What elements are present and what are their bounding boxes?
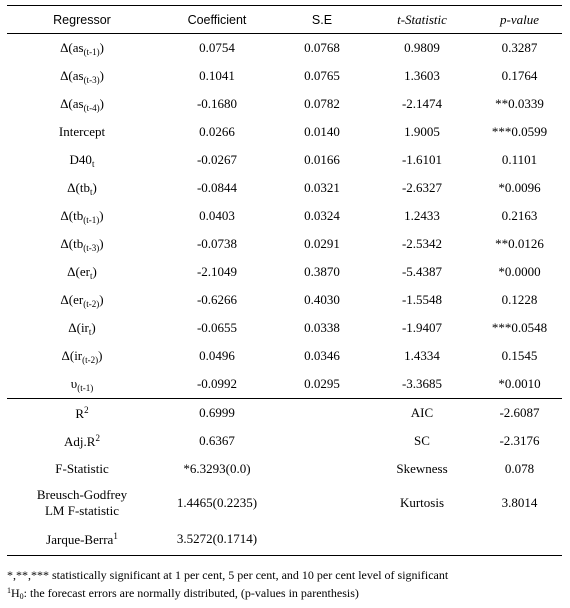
se-cell: 0.0324 — [304, 208, 340, 223]
p-value-cell: *0.0096 — [498, 180, 541, 195]
p-value-cell: 0.3287 — [501, 40, 538, 55]
stat-value-breusch-godfrey: 1.4465(0.2235) — [176, 495, 258, 510]
regressor-cell: $\Delta(ir_{(t-2)})$ — [61, 347, 103, 365]
empty-cell — [277, 455, 367, 483]
table-row — [7, 483, 562, 523]
t-statistic-cell: -1.9407 — [401, 320, 443, 335]
coefficient-cell: 0.0403 — [199, 208, 235, 223]
stat-value-aic: -2.6087 — [477, 399, 562, 428]
se-cell: 0.0768 — [304, 40, 340, 55]
coefficient-cell: -0.0844 — [196, 180, 238, 195]
stat-label-r2: $R^2$ — [7, 399, 157, 428]
table-row — [7, 314, 562, 342]
regressor-cell: $\Delta(as_{(t-3)})$ — [60, 67, 104, 85]
coefficient-cell: -0.0267 — [196, 152, 238, 167]
p-value-cell: **0.0126 — [495, 236, 544, 251]
coefficient-cell: -0.0655 — [196, 320, 238, 335]
se-cell: 0.0140 — [304, 124, 340, 139]
t-statistic-cell: 1.2433 — [404, 208, 440, 223]
coefficient-cell: -2.1049 — [196, 264, 238, 279]
table-row — [7, 286, 562, 314]
table-row — [7, 202, 562, 230]
table-row — [7, 342, 562, 370]
table-notes — [7, 567, 448, 605]
se-cell: 0.3870 — [304, 264, 340, 279]
p-value-cell: 0.1101 — [501, 152, 538, 167]
se-cell: 0.0782 — [304, 96, 340, 111]
p-value-cell: 0.1764 — [501, 68, 538, 83]
header-p-value: p-value — [477, 6, 562, 34]
table-row — [7, 399, 562, 428]
t-statistic-cell: -1.6101 — [401, 152, 443, 167]
regressor-cell: $\Delta(as_{(t-1)})$ — [60, 39, 104, 57]
regressor-cell: $\Delta(er_{(t-2)})$ — [60, 291, 104, 309]
regressor-cell: Intercept — [58, 123, 106, 139]
empty-cell — [277, 483, 367, 523]
table-row — [7, 258, 562, 286]
stat-label-breusch-godfrey: Breusch-Godfrey LM F-statistic — [36, 487, 128, 518]
regressor-cell: $D40_t$ — [69, 151, 95, 169]
stat-label-sc: SC — [414, 433, 430, 448]
regressor-cell: $\Delta(er_t)$ — [67, 263, 97, 281]
stat-label-kurtosis: Kurtosis — [399, 495, 445, 510]
se-cell: 0.0295 — [304, 376, 340, 391]
empty-cell — [277, 399, 367, 428]
empty-cell — [477, 523, 562, 556]
t-statistic-cell: 1.9005 — [404, 124, 440, 139]
p-value-cell: 0.2163 — [501, 208, 538, 223]
t-statistic-cell: -1.5548 — [401, 292, 443, 307]
coefficient-cell: 0.0496 — [199, 348, 235, 363]
regressor-cell: $\Delta(ir_t)$ — [68, 319, 96, 337]
stat-value-kurtosis: 3.8014 — [501, 495, 538, 510]
t-statistic-cell: 1.3603 — [404, 68, 440, 83]
se-cell: 0.0321 — [304, 180, 340, 195]
coefficient-cell: -0.1680 — [196, 96, 238, 111]
header-coefficient: Coefficient — [157, 6, 277, 34]
empty-cell — [277, 427, 367, 455]
coefficient-cell: 0.1041 — [199, 68, 235, 83]
p-value-cell: ***0.0548 — [491, 320, 548, 335]
table-row — [7, 90, 562, 118]
empty-cell — [367, 523, 477, 556]
p-value-cell: **0.0339 — [495, 96, 544, 111]
t-statistic-cell: -5.4387 — [401, 264, 443, 279]
p-value-cell: ***0.0599 — [491, 124, 548, 139]
p-value-cell: 0.1228 — [501, 292, 538, 307]
coefficient-cell: -0.0738 — [196, 236, 238, 251]
table-row — [7, 455, 562, 483]
stat-value-sc: -2.3176 — [499, 433, 540, 448]
se-cell: 0.4030 — [304, 292, 340, 307]
se-cell: 0.0346 — [304, 348, 340, 363]
se-cell: 0.0291 — [304, 236, 340, 251]
stat-label-f: F-Statistic — [55, 461, 109, 476]
empty-cell — [277, 523, 367, 556]
table-row — [7, 427, 562, 455]
table-row — [7, 370, 562, 399]
table-row — [7, 34, 562, 63]
significance-note: *,**,*** statistically significant at 1 per cent, 5 per cent, and 10 per cent level of significant — [7, 568, 449, 582]
regressor-cell: $\Delta(as_{(t-4)})$ — [60, 95, 104, 113]
stat-value-jarque-bera: 3.5272(0.1714) — [157, 523, 277, 556]
header-se: S.E — [277, 6, 367, 34]
table-row — [7, 230, 562, 258]
t-statistic-cell: -3.3685 — [401, 376, 443, 391]
t-statistic-cell: -2.6327 — [401, 180, 443, 195]
regressor-cell: $\Delta(tb_{(t-1)})$ — [60, 207, 104, 225]
table-row — [7, 174, 562, 202]
table-row — [7, 62, 562, 90]
stat-label-adj-r2: $Adj.R^2$ — [64, 432, 100, 449]
coefficient-cell: -0.0992 — [196, 376, 238, 391]
stat-value-f: *6.3293(0.0) — [183, 461, 251, 476]
hypothesis-note: $^1H_0$: the forecast errors are normally distributed, (p-values in parenthesis) — [7, 586, 359, 601]
regressor-cell: $\upsilon_{(t-1)}$ — [70, 375, 94, 393]
stat-value-r2: 0.6999 — [157, 399, 277, 428]
coefficient-cell: 0.0754 — [199, 40, 235, 55]
se-cell: 0.0338 — [304, 320, 340, 335]
se-cell: 0.0765 — [304, 68, 340, 83]
regression-table — [7, 5, 562, 556]
table-row — [7, 146, 562, 174]
p-value-cell: *0.0010 — [498, 376, 541, 391]
p-value-cell: 0.1545 — [501, 348, 538, 363]
coefficient-rows — [7, 34, 562, 399]
p-value-cell: *0.0000 — [498, 264, 541, 279]
stat-value-adj-r2: 0.6367 — [199, 433, 235, 448]
table-row — [7, 118, 562, 146]
stat-label-jarque-bera: Jarque-Berra$^1$ — [7, 523, 157, 556]
t-statistic-cell: 0.9809 — [404, 40, 440, 55]
diagnostics-rows — [7, 399, 562, 556]
coefficient-cell: -0.6266 — [196, 292, 238, 307]
regressor-cell: $\Delta(tb_{(t-3)})$ — [60, 235, 104, 253]
stat-label-aic: AIC — [367, 399, 477, 428]
regressor-cell: $\Delta(tb_t)$ — [67, 179, 97, 197]
t-statistic-cell: -2.1474 — [401, 96, 443, 111]
header-regressor: Regressor — [7, 6, 157, 34]
stat-value-skewness: 0.078 — [504, 461, 535, 476]
se-cell: 0.0166 — [304, 152, 340, 167]
coefficient-cell: 0.0266 — [199, 124, 235, 139]
t-statistic-cell: -2.5342 — [401, 236, 443, 251]
stat-label-skewness: Skewness — [396, 461, 448, 476]
t-statistic-cell: 1.4334 — [404, 348, 440, 363]
header-t-statistic: t-Statistic — [367, 6, 477, 34]
table-row — [7, 523, 562, 556]
table-header-row — [7, 6, 562, 34]
